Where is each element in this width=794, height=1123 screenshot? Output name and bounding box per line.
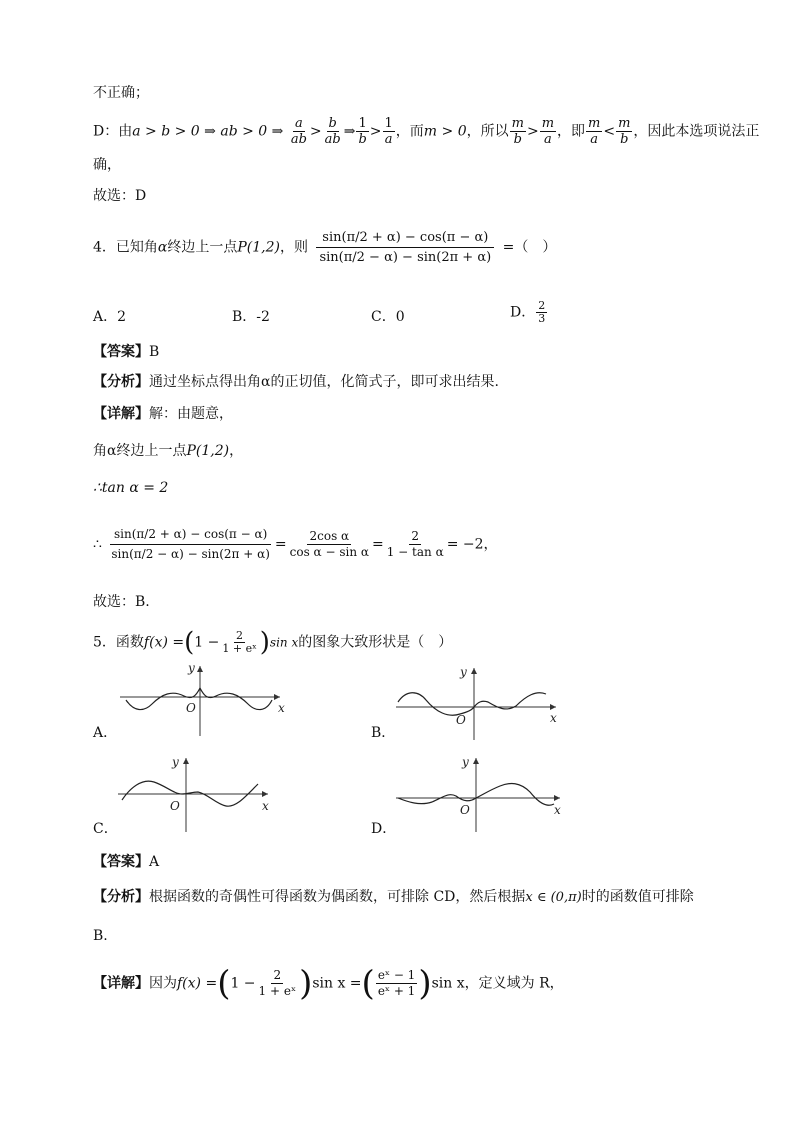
option-d: D． bbox=[371, 821, 397, 837]
fraction: $\frac{a}{ab}$ bbox=[290, 116, 307, 147]
fraction: $\frac{\sin(\pi/2 + \alpha) - \cos(\pi - \alpha)}{\sin(\pi/2 - \alpha) - \sin(2\pi + \alpha)}$ bbox=[111, 527, 270, 561]
text-line: 确， bbox=[93, 157, 121, 173]
option-a: A．2 bbox=[93, 309, 127, 325]
q4-detail-derivation: ∴ $\frac{\sin(\pi/2 + \alpha) - \cos(\pi - \alpha)}{\sin(\pi/2 - \alpha) - \sin(2\pi + \alpha)}$ = $\frac{\text{2cos α}}{\text{cos α − sin α}}$ = $\frac{2}{\text{1 − tan α}}$ = −2， bbox=[93, 525, 498, 564]
fraction: $\frac{2}{\text{1 + eˣ}}$ bbox=[222, 629, 257, 655]
x-axis-arrow bbox=[550, 704, 556, 710]
q5-analysis: 【分析】根据函数的奇偶性可得函数为偶函数，可排除 CD，然后根据x ∈ (0,π)时的函数值可排除 bbox=[93, 889, 694, 905]
option-c: C．0 bbox=[371, 309, 405, 325]
fraction: $\frac{m}{b}$ bbox=[618, 116, 631, 147]
graph-option-d bbox=[390, 752, 570, 834]
option-a: A． bbox=[93, 725, 118, 741]
option-b: B．-2 bbox=[232, 309, 270, 325]
q4-answer: 【答案】B bbox=[93, 344, 160, 360]
y-label: y bbox=[188, 661, 195, 675]
y-axis-arrow bbox=[473, 758, 479, 764]
fraction: $\frac{m}{b}$ bbox=[511, 116, 524, 147]
fraction: $\frac{m}{a}$ bbox=[588, 116, 601, 147]
q5-detail: 【详解】因为f(x) =(1 − $\frac{2}{\text{1 + eˣ}}$ )sin x =( $\frac{\text{eˣ − 1}}{\text{eˣ + 1}}$ )sin x，定义域为 R， bbox=[93, 963, 564, 1004]
graph-option-a bbox=[112, 660, 292, 740]
answer-pick: 故选：D bbox=[93, 188, 147, 204]
fraction: $\frac{\text{2cos α}}{\text{cos α − sin α}}$ bbox=[289, 529, 369, 559]
x-label: x bbox=[262, 799, 269, 813]
origin-label: O bbox=[456, 713, 466, 727]
y-axis-arrow bbox=[183, 758, 189, 764]
option-c: C． bbox=[93, 821, 118, 837]
curve bbox=[398, 693, 546, 716]
text-line: 不正确； bbox=[93, 85, 149, 101]
q4-detail-line: ∴tan α = 2 bbox=[93, 480, 169, 496]
q5-answer: 【答案】A bbox=[93, 854, 160, 870]
x-axis-arrow bbox=[554, 795, 560, 801]
x-label: x bbox=[550, 711, 557, 725]
y-label: y bbox=[460, 665, 467, 679]
q4-detail: 【详解】解：由题意， bbox=[93, 406, 233, 422]
y-label: y bbox=[462, 755, 469, 769]
y-axis-arrow bbox=[471, 668, 477, 674]
fraction: $\frac{1}{a}$ bbox=[384, 116, 393, 147]
question-4-expression: $\frac{\sin(\pi/2 + \alpha) - \cos(\pi - \alpha)}{\sin(\pi/2 - \alpha) - \sin(2\pi + \alpha)}$ bbox=[313, 228, 497, 267]
fraction: $\frac{2}{\text{1 + eˣ}}$ bbox=[258, 968, 297, 998]
y-axis-arrow bbox=[197, 666, 203, 672]
origin-label: O bbox=[170, 799, 180, 813]
q4-detail-line: 角α终边上一点P(1,2)， bbox=[93, 443, 244, 459]
fraction: $\frac{2}{\text{1 − tan α}}$ bbox=[386, 529, 444, 559]
option-d-explanation: D：由a > b > 0 ⇒ ab > 0 ⇒ $\frac{a}{ab}$ > $\frac{b}{ab}$ ⇒ $\frac{1}{b}$ > $\frac{1}{a}$ ，而m > 0，所以 $\frac{m}{b}$ > $\frac{m}{a}$ ，即 $\frac{m}{a}$ < $\frac{m}{b}$ ，因此本选项说法正 bbox=[93, 116, 760, 147]
x-label: x bbox=[554, 803, 561, 817]
fraction: $\frac{1}{b}$ bbox=[358, 116, 367, 147]
fraction: $\frac{m}{a}$ bbox=[541, 116, 555, 147]
fraction: $\frac{2}{3}$ bbox=[538, 299, 546, 325]
x-axis-arrow bbox=[274, 694, 280, 700]
y-label: y bbox=[172, 755, 179, 769]
x-axis-arrow bbox=[262, 791, 268, 797]
fraction: $\frac{b}{ab}$ bbox=[324, 116, 341, 147]
option-b: B． bbox=[371, 725, 396, 741]
graph-option-b bbox=[390, 662, 570, 742]
q5-analysis-cont: B. bbox=[93, 928, 108, 944]
fraction: $\frac{\text{eˣ − 1}}{\text{eˣ + 1}}$ bbox=[377, 968, 416, 998]
graph-option-c bbox=[112, 752, 292, 834]
x-label: x bbox=[278, 701, 285, 715]
question-5-stem: 5．函数f(x) =(1 − $\frac{2}{\text{1 + eˣ}}$ )sin x的图象大致形状是（ ） bbox=[93, 627, 453, 658]
q4-analysis: 【分析】通过坐标点得出角α的正切值，化简式子，即可求出结果. bbox=[93, 374, 499, 390]
q4-pick: 故选：B. bbox=[93, 594, 150, 610]
origin-label: O bbox=[186, 701, 196, 715]
curve bbox=[126, 688, 272, 710]
origin-label: O bbox=[460, 803, 470, 817]
question-4-stem: 4．已知角α终边上一点P(1,2)，则 $\frac{\sin(\pi/2 + \alpha) - \cos(\pi - \alpha)}{\sin(\pi/2 - \alpha) - \sin(2\pi + \alpha)}$ =（ ） bbox=[93, 230, 557, 265]
option-d: D． $\frac{2}{3}$ bbox=[510, 299, 546, 325]
